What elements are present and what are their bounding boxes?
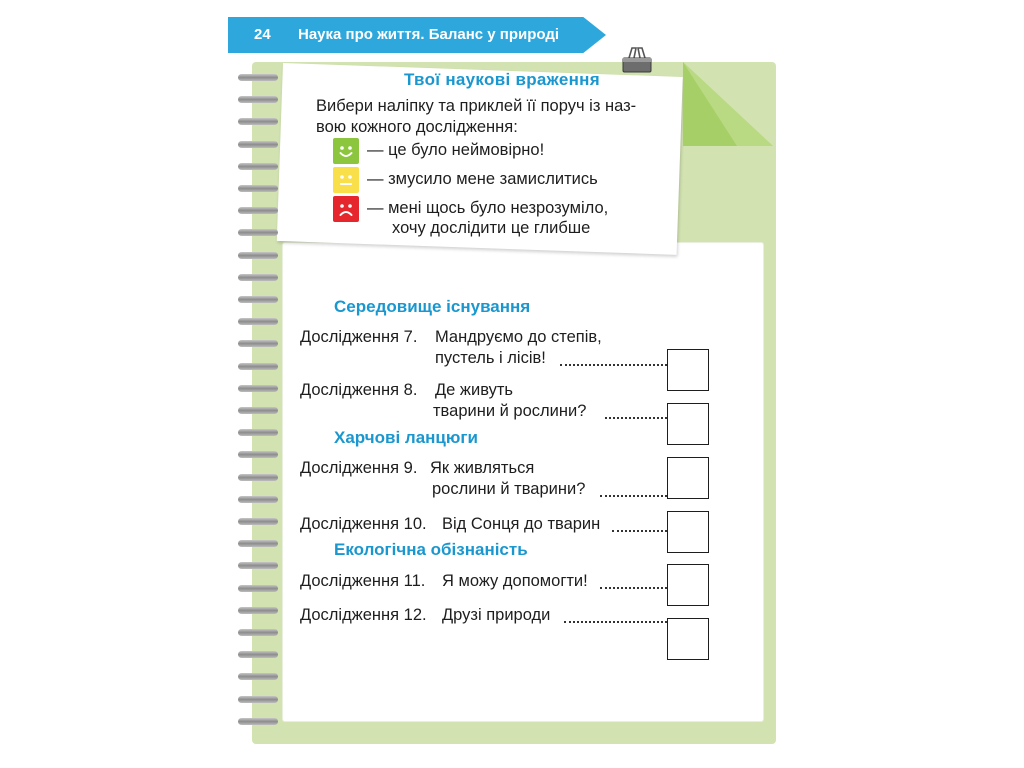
spiral-ring (238, 252, 278, 259)
study-title-line-1: Я можу допомогти! (442, 572, 588, 590)
section-title-habitat: Середовище існування (334, 297, 531, 316)
sticker-box-11[interactable] (667, 564, 709, 606)
study-title-line-1: Як живляться (430, 459, 535, 477)
dotted-leader (560, 364, 667, 366)
instruction-line-2: вою кожного дослідження: (316, 118, 518, 136)
study-title-line-1: Мандруємо до степів, (435, 328, 602, 346)
spiral-ring (238, 118, 278, 125)
page-header (228, 17, 606, 53)
dotted-leader (605, 417, 667, 419)
spiral-ring (238, 496, 278, 503)
spiral-ring (238, 518, 278, 525)
page-number: 24 (254, 26, 271, 43)
sad-face-icon (333, 196, 359, 222)
sticker-box-9[interactable] (667, 457, 709, 499)
study-title-line-2: тварини й рослини? (433, 402, 587, 420)
dotted-leader (612, 530, 667, 532)
spiral-ring (238, 407, 278, 414)
spiral-ring (238, 607, 278, 614)
spiral-ring (238, 163, 278, 170)
spiral-ring (238, 141, 278, 148)
legend-text-happy: — це було неймовірно! (367, 141, 545, 159)
sticker-box-10[interactable] (667, 511, 709, 553)
dotted-leader (564, 621, 667, 623)
spiral-ring (238, 474, 278, 481)
spiral-ring (238, 585, 278, 592)
binder-clip-icon (620, 44, 654, 78)
spiral-ring (238, 451, 278, 458)
sticker-box-8[interactable] (667, 403, 709, 445)
spiral-ring (238, 318, 278, 325)
spiral-ring (238, 96, 278, 103)
study-label: Дослідження 12. (300, 606, 427, 624)
spiral-ring (238, 274, 278, 281)
instruction-line-1: Вибери наліпку та приклей її поруч із наз- (316, 97, 637, 115)
sticker-box-7[interactable] (667, 349, 709, 391)
spiral-ring (238, 207, 278, 214)
study-title-line-1: Де живуть (435, 381, 513, 399)
spiral-ring (238, 540, 278, 547)
legend-text-sad-2: хочу дослідити це глибше (392, 219, 591, 237)
spiral-ring (238, 296, 278, 303)
study-label: Дослідження 7. (300, 328, 418, 346)
spiral-ring (238, 673, 278, 680)
spiral-ring (238, 185, 278, 192)
spiral-ring (238, 562, 278, 569)
study-label: Дослідження 8. (300, 381, 418, 399)
dotted-leader (600, 587, 667, 589)
spiral-ring (238, 385, 278, 392)
study-title-line-1: Друзі природи (442, 606, 551, 624)
study-title-line-2: пустель і лісів! (435, 349, 546, 367)
spiral-ring (238, 229, 278, 236)
neutral-face-icon (333, 167, 359, 193)
chapter-title: Наука про життя. Баланс у природі (298, 26, 560, 43)
spiral-ring (238, 718, 278, 725)
study-title-line-1: Від Сонця до тварин (442, 515, 601, 533)
study-label: Дослідження 10. (300, 515, 427, 533)
spiral-ring (238, 74, 278, 81)
spiral-ring (238, 629, 278, 636)
spiral-ring (238, 363, 278, 370)
spiral-binding (238, 74, 278, 734)
section-title-food-chains: Харчові ланцюги (334, 428, 478, 447)
dotted-leader (600, 495, 667, 497)
spiral-ring (238, 340, 278, 347)
spiral-ring (238, 651, 278, 658)
study-label: Дослідження 9. (300, 459, 418, 477)
spiral-ring (238, 696, 278, 703)
impressions-title: Твої наукові враження (404, 70, 600, 89)
section-title-eco-awareness: Екологічна обізнаність (334, 540, 528, 559)
happy-face-icon (333, 138, 359, 164)
legend-text-sad-1: — мені щось було незрозуміло, (367, 199, 609, 217)
study-label: Дослідження 11. (300, 572, 426, 590)
study-title-line-2: рослини й тварини? (432, 480, 586, 498)
sticker-box-12[interactable] (667, 618, 709, 660)
legend-text-neutral: — змусило мене замислитись (367, 170, 598, 188)
spiral-ring (238, 429, 278, 436)
